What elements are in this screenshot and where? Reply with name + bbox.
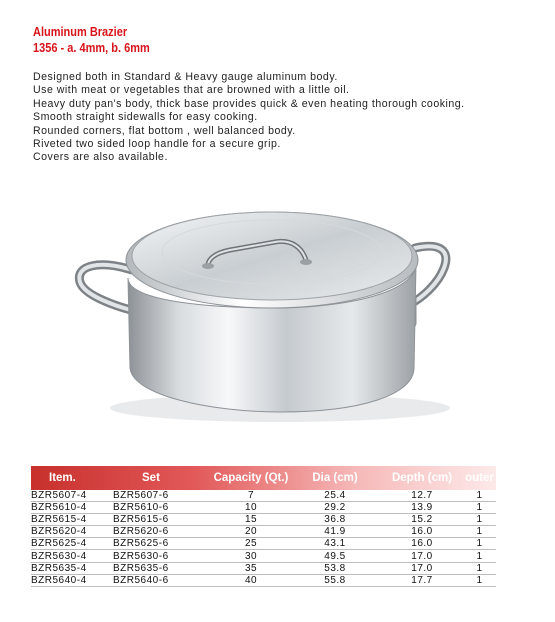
cell-outer: 1 <box>476 490 483 502</box>
cell-item: BZR5607-4 <box>31 490 87 502</box>
cell-diameter: 55.8 <box>324 574 346 586</box>
cell-depth: 13.9 <box>411 502 433 514</box>
cell-diameter: 53.8 <box>324 562 346 574</box>
cell-depth: 17.0 <box>411 550 433 562</box>
cell-item: BZR5610-4 <box>31 502 87 514</box>
cell-set: BZR5640-6 <box>113 574 169 586</box>
cell-set: BZR5607-6 <box>113 490 169 502</box>
cell-depth: 17.7 <box>411 574 433 586</box>
table-row <box>31 550 496 562</box>
cell-depth: 17.0 <box>411 562 433 574</box>
cell-capacity: 25 <box>244 538 258 550</box>
header-diameter: Dia (cm) <box>312 472 358 484</box>
description-line: Designed both in Standard & Heavy gauge aluminum body. <box>33 71 338 83</box>
table-row <box>31 538 496 550</box>
description-line: Covers are also available. <box>33 151 168 164</box>
cell-outer: 1 <box>476 538 483 550</box>
cell-set: BZR5630-6 <box>113 550 169 562</box>
cell-item: BZR5635-4 <box>31 562 87 574</box>
cell-outer: 1 <box>476 562 483 574</box>
cell-set: BZR5620-6 <box>113 526 169 538</box>
table-row <box>31 502 496 514</box>
cell-item: BZR5625-4 <box>31 538 87 550</box>
cell-set: BZR5615-6 <box>113 514 169 526</box>
header-item: Item. <box>49 472 76 484</box>
cell-set: BZR5625-6 <box>113 538 169 550</box>
brazier-pot-image <box>70 190 490 430</box>
description-line: Use with meat or vegetables that are browned with a little oil. <box>33 84 350 97</box>
cell-capacity: 40 <box>244 574 258 586</box>
cell-depth: 16.0 <box>411 538 433 550</box>
cell-diameter: 25.4 <box>324 490 346 502</box>
cell-diameter: 29.2 <box>324 502 346 514</box>
description-line: Rounded corners, flat bottom , well balanced body. <box>33 124 296 137</box>
table-row <box>31 563 496 575</box>
product-subtitle: 1356 - a. 4mm, b. 6mm <box>33 41 150 55</box>
cell-capacity: 15 <box>244 514 258 526</box>
table-header-row <box>31 466 496 490</box>
description-line: Riveted two sided loop handle for a secure grip. <box>33 138 281 151</box>
cell-depth: 16.0 <box>411 526 433 538</box>
cell-diameter: 43.1 <box>324 538 346 550</box>
cell-diameter: 36.8 <box>324 514 346 526</box>
cell-item: BZR5620-4 <box>31 526 87 538</box>
cell-outer: 1 <box>476 526 483 538</box>
table-body <box>31 490 496 587</box>
table-row <box>31 514 496 526</box>
header-capacity: Capacity (Qt.) <box>213 472 289 484</box>
product-description <box>33 71 533 165</box>
cell-capacity: 10 <box>244 502 258 514</box>
cell-diameter: 49.5 <box>324 550 346 562</box>
cell-capacity: 35 <box>244 562 258 574</box>
description-line: Smooth straight sidewalls for easy cooking. <box>33 111 258 124</box>
product-spec-table <box>31 466 496 587</box>
cell-diameter: 41.9 <box>324 526 346 538</box>
cell-capacity: 30 <box>244 550 258 562</box>
cell-outer: 1 <box>476 574 483 586</box>
cell-outer: 1 <box>476 514 483 526</box>
cell-depth: 12.7 <box>411 490 433 502</box>
table-row <box>31 490 496 502</box>
table-row <box>31 526 496 538</box>
cell-set: BZR5635-6 <box>113 562 169 574</box>
cell-item: BZR5615-4 <box>31 514 87 526</box>
description-line: Heavy duty pan's body, thick base provides quick & even heating thorough cooking. <box>33 97 465 110</box>
product-title: Aluminum Brazier <box>33 25 128 39</box>
header-outer: outer <box>465 472 494 484</box>
cell-outer: 1 <box>476 550 483 562</box>
table-row <box>31 575 496 587</box>
header-set: Set <box>142 472 160 484</box>
cell-depth: 15.2 <box>411 514 433 526</box>
cell-capacity: 7 <box>247 490 255 502</box>
cell-item: BZR5630-4 <box>31 550 87 562</box>
cell-capacity: 20 <box>244 526 258 538</box>
cell-outer: 1 <box>476 502 483 514</box>
cell-item: BZR5640-4 <box>31 574 87 586</box>
cell-set: BZR5610-6 <box>113 502 169 514</box>
header-depth: Depth (cm) <box>391 472 453 484</box>
